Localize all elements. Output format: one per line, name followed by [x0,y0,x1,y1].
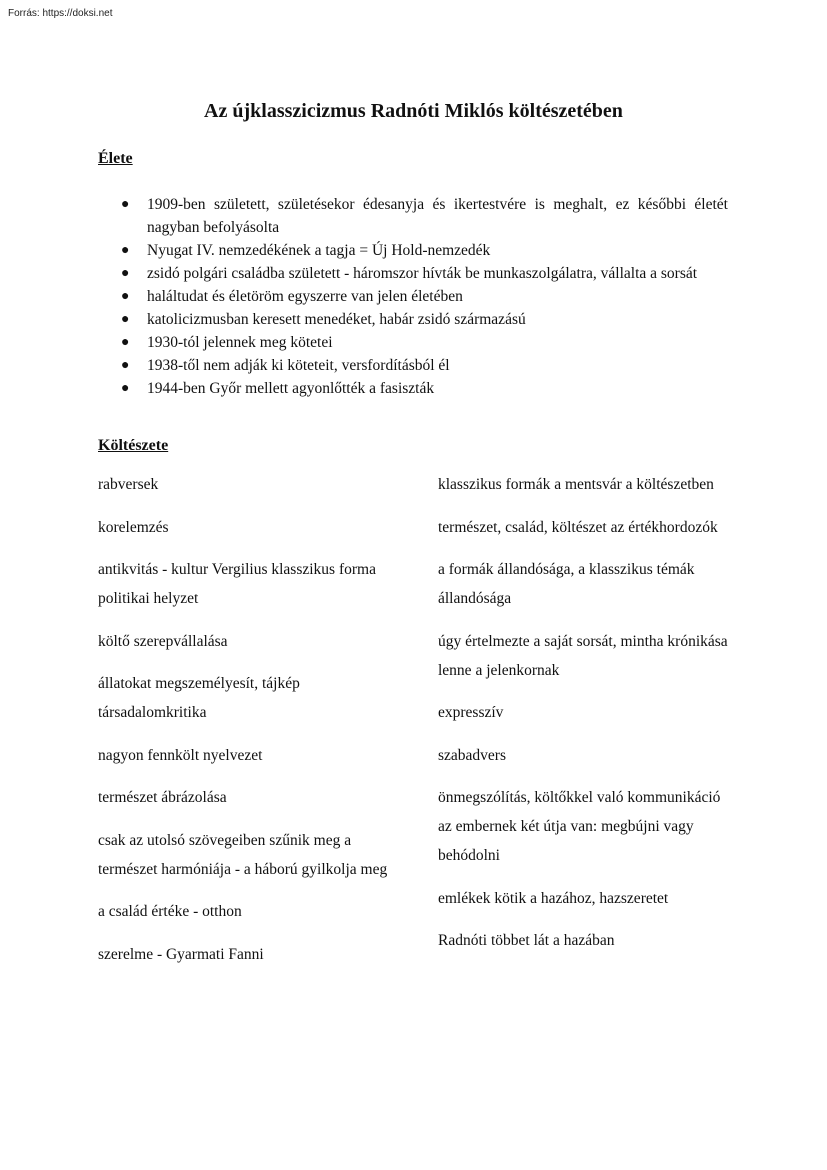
list-item: a formák állandósága, a klasszikus témák állandósága [438,561,695,607]
list-item: ● haláltudat és életöröm egyszerre van jelen életében [98,285,728,308]
list-item: Radnóti többet lát a hazában [438,932,615,949]
list-item: ● katolicizmusban keresett menedéket, habár zsidó származású [98,308,728,331]
list-item: ● 1909-ben született, születésekor édesanyja és ikertestvére is meghalt, ez későbbi életét nagyban befolyásolta [98,193,728,239]
poetry-heading: Költészete [98,437,169,454]
life-list [98,193,728,400]
list-item: ● 1944-ben Győr mellett agyonlőtték a fasiszták [98,377,728,400]
list-item: csak az utolsó szövegeiben szűnik meg a természet harmóniája - a háború gyilkolja meg [98,831,388,878]
list-item: természet, család, költészet az értékhordozók [438,518,718,536]
bullet-icon: ● [121,243,130,258]
list-item: ● zsidó polgári családba született - háromszor hívták be munkaszolgálatra, vállalta a sorsát [98,262,728,285]
bullet-icon: ● [121,381,130,396]
list-item: klasszikus formák a mentsvár a költészetben [438,476,714,493]
bullet-icon: ● [121,197,130,212]
bullet-icon: ● [121,335,130,350]
life-heading: Élete [98,150,133,167]
bullet-icon: ● [121,358,130,373]
list-item: ● 1930-tól jelennek meg kötetei [98,331,728,354]
list-item: költő szerepvállalása [98,632,228,650]
list-item: természet ábrázolása [98,789,227,806]
bullet-icon: ● [121,266,130,281]
list-item: szerelme - Gyarmati Fanni [98,945,264,963]
list-item: nagyon fennkölt nyelvezet [98,746,263,764]
bullet-icon: ● [121,289,130,304]
list-item: antikvitás - kultur Vergilius klasszikus forma politikai helyzet [98,561,376,607]
bullet-icon: ● [121,312,130,327]
list-item: expresszív [438,704,504,721]
source-line: Forrás: https://doksi.net [8,8,113,19]
list-item: rabversek [98,476,159,493]
list-item: ● Nyugat IV. nemzedékének a tagja = Új Hold-nemzedék [98,239,728,262]
list-item: korelemzés [98,518,169,536]
list-item: ● 1938-től nem adják ki köteteit, versfordításból él [98,354,728,377]
list-item: szabadvers [438,746,506,764]
list-item: emlékek kötik a hazához, hazszeretet [438,889,669,907]
list-item: a család értéke - otthon [98,903,242,920]
list-item: állatokat megszemélyesít, tájkép társadalomkritika [98,675,300,721]
list-item: önmegszólítás, költőkkel való kommunikáció az embernek két útja van: megbújni vagy behódolni [438,789,721,864]
list-item: úgy értelmezte a saját sorsát, mintha krónikása lenne a jelenkornak [438,632,728,679]
poetry-left-column [98,470,388,982]
document-title: Az újklasszicizmus Radnóti Miklós költészetében [204,100,623,122]
poetry-right-column [438,470,738,969]
